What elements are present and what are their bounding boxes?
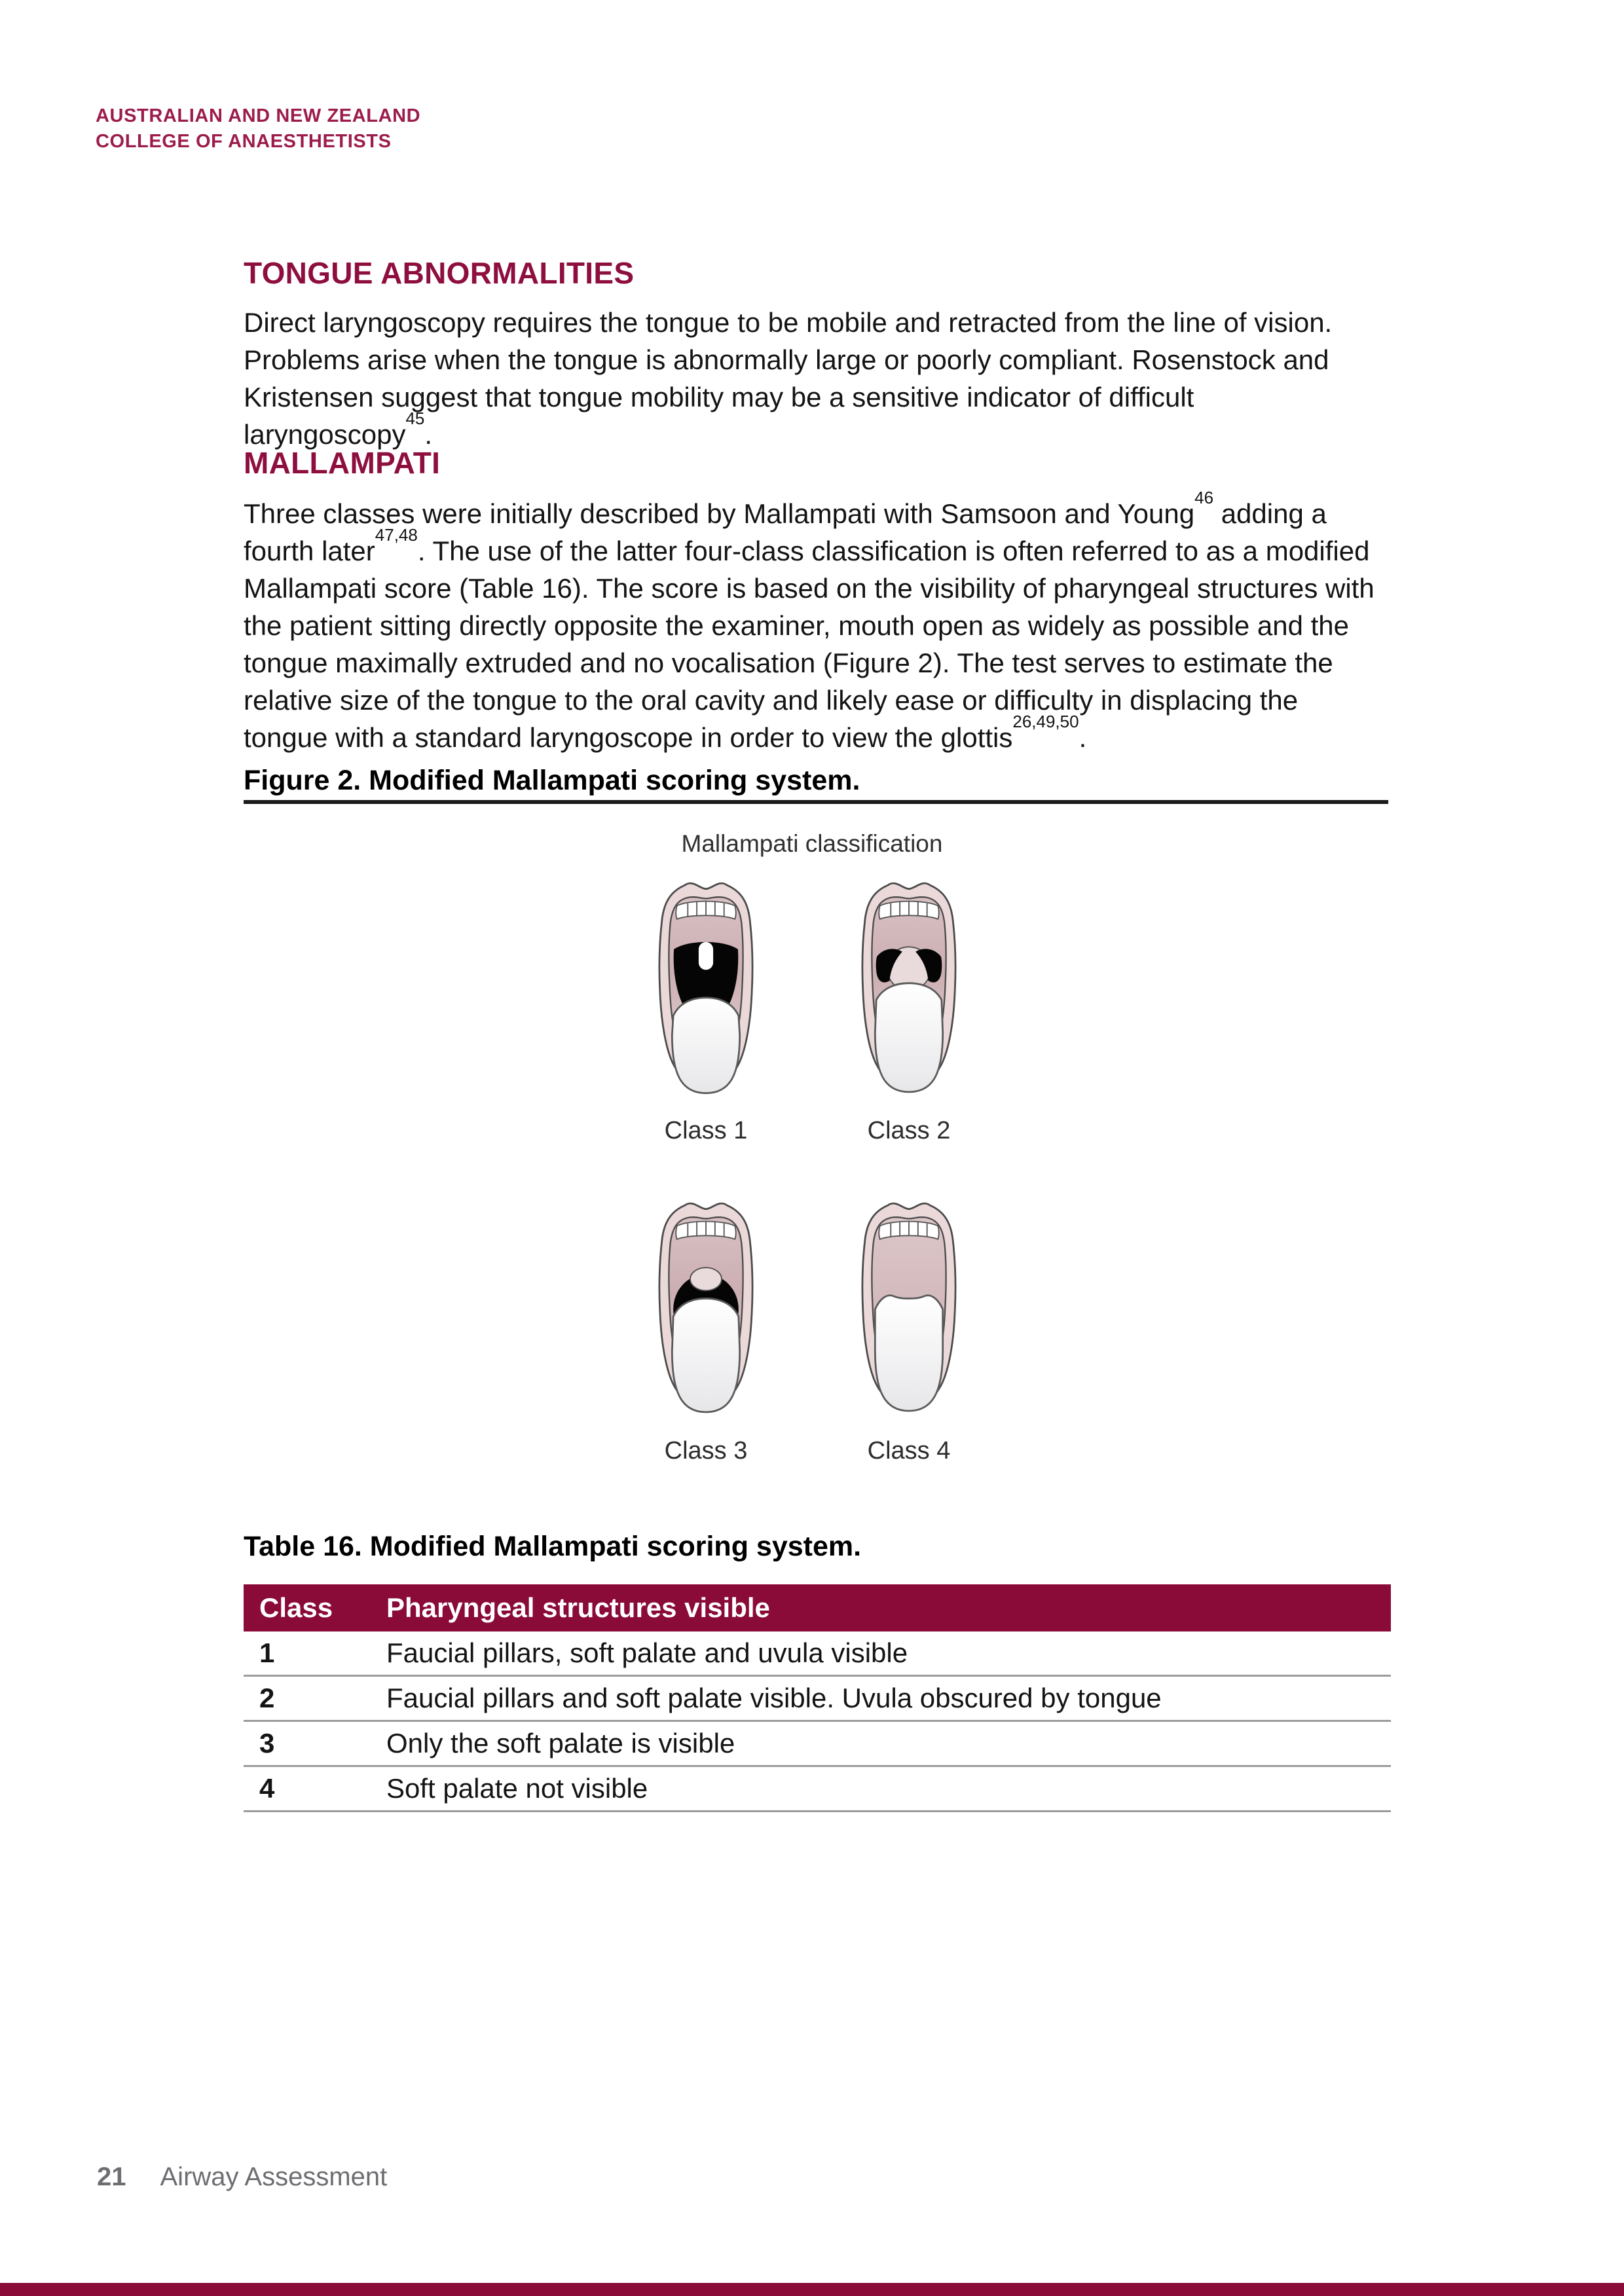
paragraph-text: . The use of the latter four-class classification is often referred to as a modified Mallampati score (Table 16). The score is based on the visibility of pharyngeal structures with the patient sitting directly opposite the examiner, mouth open as widely as possible and the tongue maximally extruded and no vocalisation (Figure 2). The test serves to estimate the relative size of the tongue to the oral cavity and likely ease or difficulty in displacing the tongue with a standard laryngoscope in order to view the glottis — [244, 536, 1375, 753]
mouth-class-4-illustration — [847, 1191, 971, 1427]
table-row — [244, 1631, 1391, 1677]
page-number: 21 — [97, 2162, 126, 2191]
paragraph-text: Three classes were initially described by Mallampati with Samsoon and Young — [244, 498, 1195, 529]
table-cell-description: Soft palate not visible — [386, 1773, 648, 1804]
figure-caption: Figure 2. Modified Mallampati scoring system. — [244, 765, 860, 796]
reference-superscript: 45 — [405, 409, 425, 428]
table-cell-description: Faucial pillars and soft palate visible. Uvula obscured by tongue — [386, 1683, 1162, 1713]
table-header-structures: Pharyngeal structures visible — [386, 1592, 770, 1623]
table-header-row — [244, 1584, 1391, 1631]
mallampati-figure — [644, 871, 971, 1465]
table-row — [244, 1722, 1391, 1767]
heading-tongue-abnormalities: TONGUE ABNORMALITIES — [244, 256, 635, 290]
mallampati-table — [244, 1584, 1391, 1812]
table-cell-class: 3 — [259, 1728, 275, 1758]
paragraph-text: . — [1079, 722, 1087, 753]
figure-image-title: Mallampati classification — [681, 830, 943, 857]
heading-mallampati: MALLAMPATI — [244, 446, 441, 480]
mouth-class-1-illustration — [644, 871, 768, 1106]
mallampati-class-3-figure — [644, 1191, 768, 1465]
class-4-label: Class 4 — [867, 1437, 951, 1465]
paragraph-mallampati — [244, 488, 1383, 756]
paragraph-text: . — [424, 419, 433, 450]
mouth-class-2-illustration — [847, 871, 971, 1106]
anzca-logo — [96, 103, 420, 155]
table-row — [244, 1677, 1391, 1722]
logo-line-2: COLLEGE OF ANAESTHETISTS — [96, 131, 392, 152]
table-cell-description: Only the soft palate is visible — [386, 1728, 735, 1758]
table-cell-class: 4 — [259, 1773, 275, 1804]
paragraph-text: adding a fourth later — [244, 498, 1327, 566]
mallampati-class-1-figure — [644, 871, 768, 1145]
logo-line-1: AUSTRALIAN AND NEW ZEALAND — [96, 105, 421, 126]
table-caption: Table 16. Modified Mallampati scoring system. — [244, 1531, 862, 1562]
paragraph-tongue-abnormalities — [244, 304, 1383, 453]
reference-superscript: 47,48 — [375, 525, 418, 545]
table-row — [244, 1767, 1391, 1812]
footer-brand-bar — [0, 2283, 1624, 2296]
reference-superscript: 46 — [1194, 488, 1214, 507]
page-footer — [97, 2162, 387, 2192]
mallampati-class-2-figure — [847, 871, 971, 1145]
table-header-class: Class — [259, 1592, 333, 1623]
paragraph-text: Direct laryngoscopy requires the tongue to be mobile and retracted from the line of vision. Problems arise when the tongue is abnormally large or poorly compliant. Rosenstock and Kristensen suggest that tongue mobility may be a sensitive indicator of difficult laryngoscopy — [244, 307, 1333, 450]
class-1-label: Class 1 — [664, 1117, 748, 1144]
table-cell-class: 2 — [259, 1683, 275, 1713]
mallampati-class-4-figure — [847, 1191, 971, 1465]
class-3-label: Class 3 — [664, 1437, 748, 1465]
footer-section-label: Airway Assessment — [160, 2162, 388, 2191]
figure-rule — [244, 800, 1388, 804]
mouth-class-3-illustration — [644, 1191, 768, 1427]
table-cell-description: Faucial pillars, soft palate and uvula visible — [386, 1637, 908, 1668]
class-2-label: Class 2 — [867, 1117, 951, 1144]
table-cell-class: 1 — [259, 1637, 275, 1668]
reference-superscript: 26,49,50 — [1012, 712, 1079, 731]
